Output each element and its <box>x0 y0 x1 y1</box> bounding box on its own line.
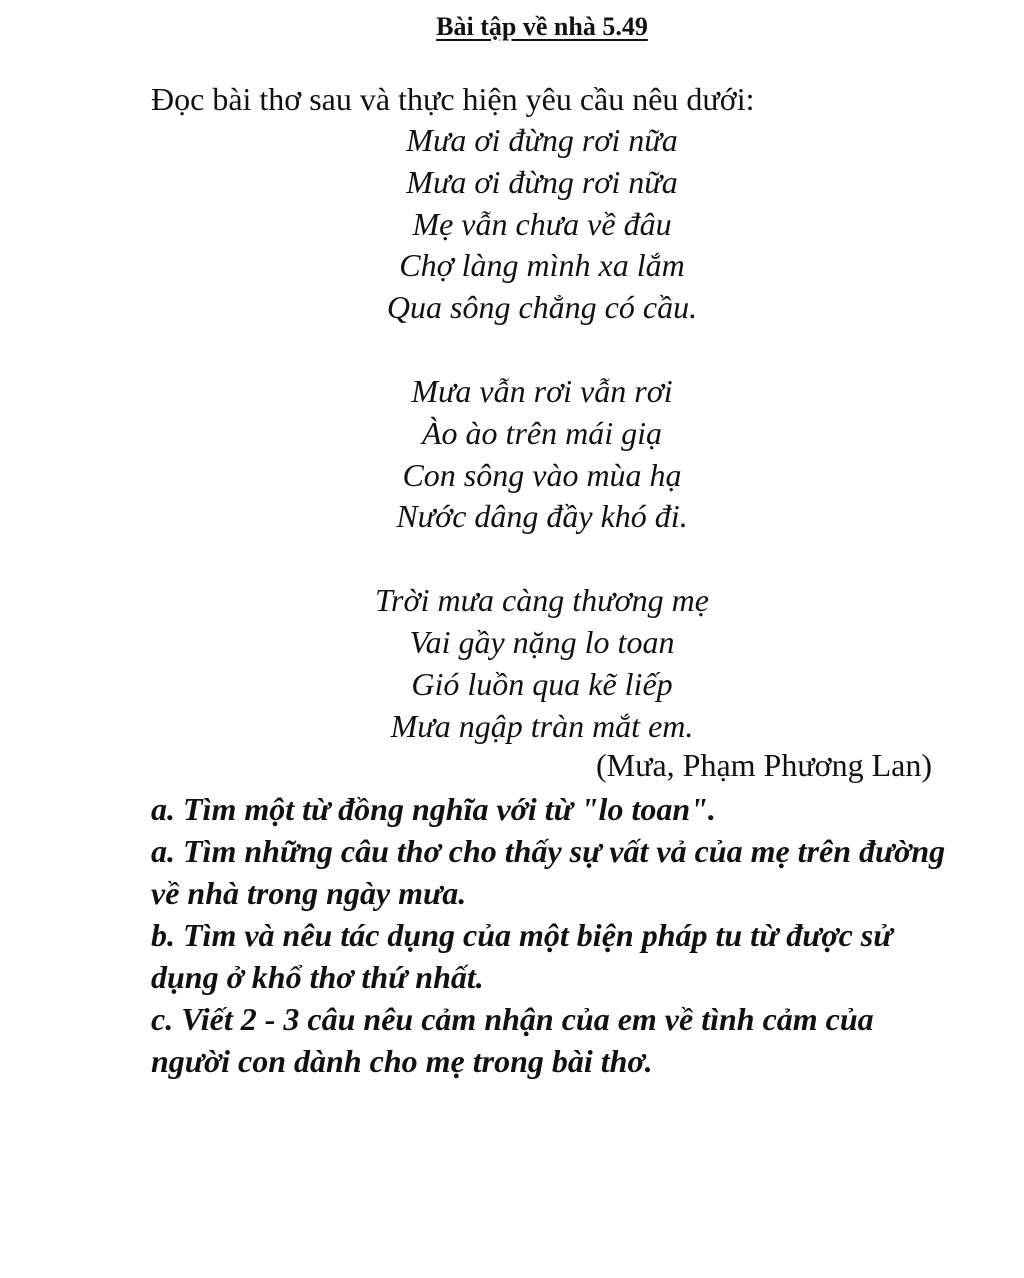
poem-line: Trời mưa càng thương mẹ <box>375 582 709 619</box>
poem <box>0 120 1024 789</box>
question-item: a. Tìm một từ đồng nghĩa với từ "lo toan". <box>151 791 716 827</box>
poem-line: Mẹ vẫn chưa về đâu <box>412 205 672 242</box>
poem-stanza-3 <box>0 580 1024 747</box>
poem-line: Mưa ơi đừng rơi nữa <box>406 163 678 200</box>
poem-line: Gió luồn qua kẽ liếp <box>411 665 673 702</box>
poem-attribution: (Mưa, Phạm Phương Lan) <box>595 747 932 783</box>
poem-line: Con sông vào mùa hạ <box>402 456 682 493</box>
poem-line: Nước dâng đầy khó đi. <box>396 498 688 535</box>
instruction-text: Đọc bài thơ sau và thực hiện yêu cầu nêu dưới: <box>151 81 755 117</box>
poem-line: Vai gầy nặng lo toan <box>409 623 675 660</box>
poem-line: Ào ào trên mái giạ <box>422 414 662 451</box>
poem-line: Chợ làng mình xa lắm <box>399 247 685 284</box>
poem-line: Mưa ơi đừng rơi nữa <box>406 122 678 158</box>
poem-line: Mưa vẫn rơi vẫn rơi <box>411 372 673 409</box>
poem-stanza-2 <box>0 371 1024 538</box>
question-item: a. Tìm những câu thơ cho thấy sự vất vả của mẹ trên đường về nhà trong ngày mưa. <box>151 833 946 911</box>
question-item: c. Viết 2 - 3 câu nêu cảm nhận của em về tình cảm của người con dành cho mẹ trong bài thơ. <box>151 1001 874 1079</box>
poem-line: Mưa ngập tràn mắt em. <box>390 707 694 744</box>
poem-stanza-1 <box>0 120 1024 329</box>
poem-line: Qua sông chẳng có cầu. <box>386 289 698 326</box>
question-item: b. Tìm và nêu tác dụng của một biện pháp tu từ được sử dụng ở khổ thơ thứ nhất. <box>151 917 893 995</box>
question-list <box>151 788 951 1082</box>
page-title: Bài tập về nhà 5.49 <box>436 12 648 41</box>
